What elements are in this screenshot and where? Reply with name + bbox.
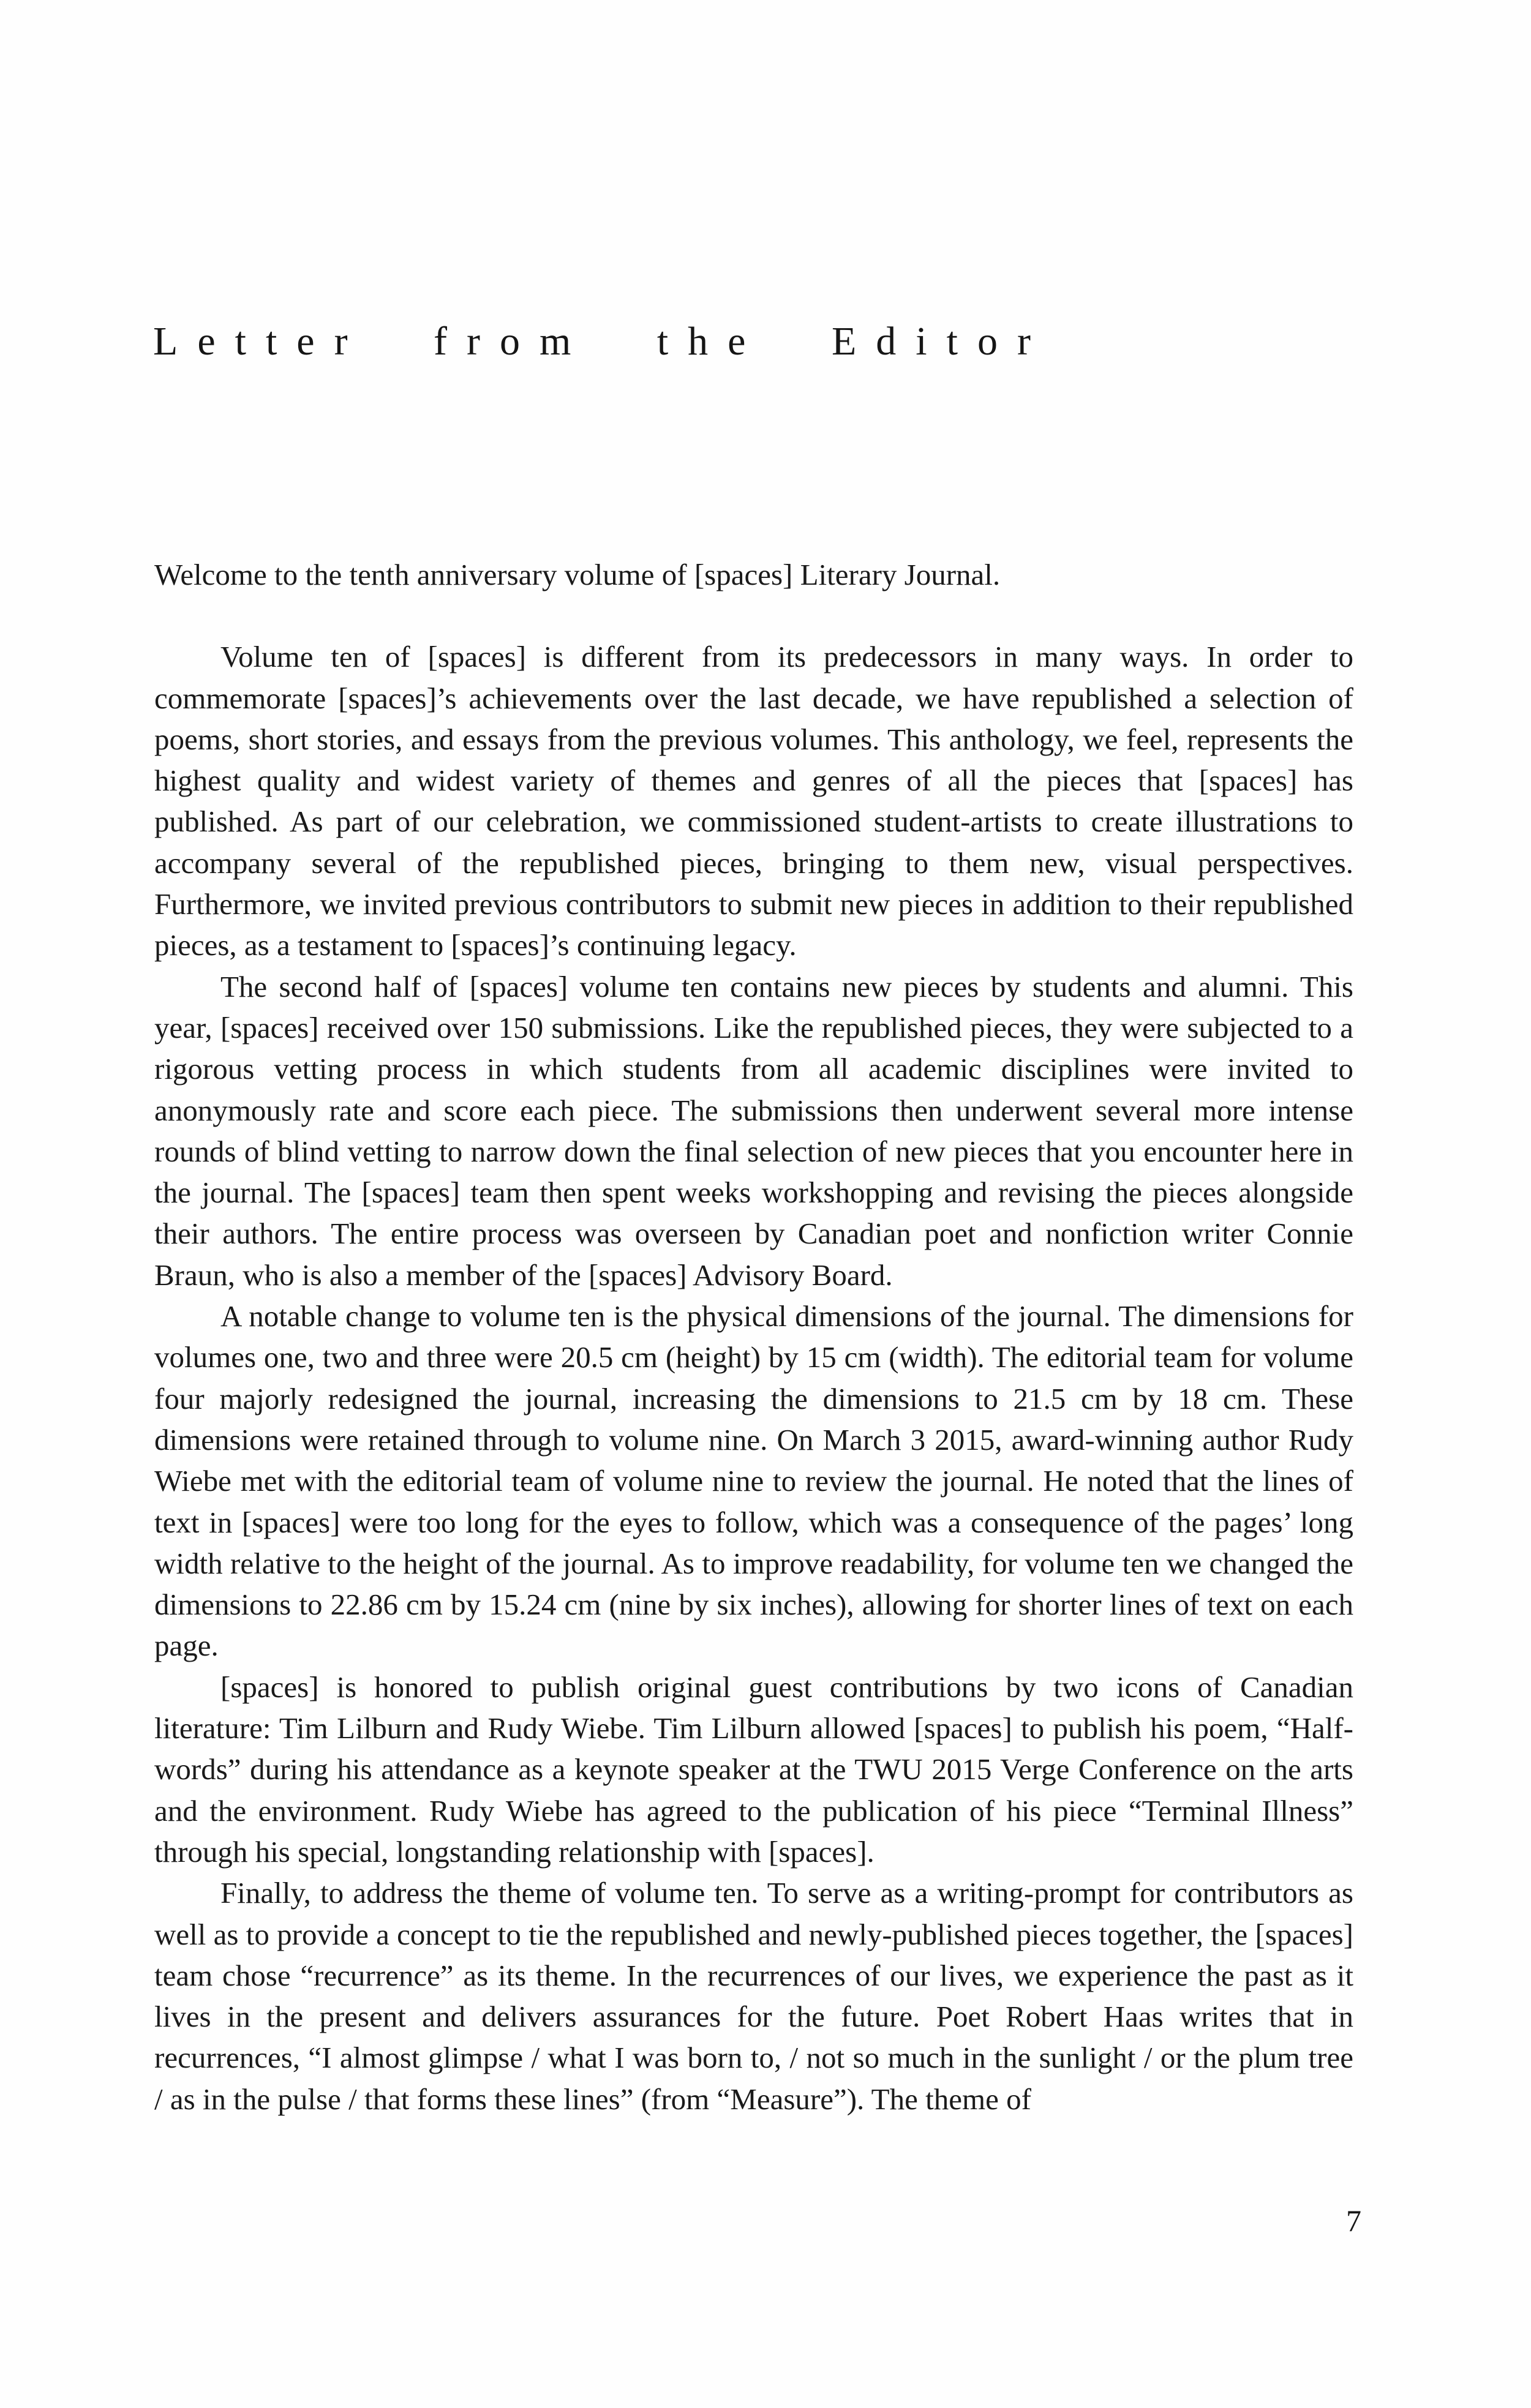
paragraph-welcome: Welcome to the tenth anniversary volume of [spaces] Literary Journal.: [154, 558, 1001, 591]
letter-body: [154, 554, 1353, 2120]
paragraph-second-half: The second half of [spaces] volume ten contains new pieces by students and alumni. This year, [spaces] received over 150 submissions. Like the republished pieces, they were subjected to a rigorous vetting process in which students from all academic disciplines were invited to anonymously rate and score each piece. The submissions then underwent several more intense rounds of blind vetting to narrow down the final selection of new pieces that you encounter here in the journal. The [spaces] team then spent weeks workshopping and revising the pieces alongside their authors. The entire process was overseen by Canadian poet and nonfiction writer Connie Braun, who is also a member of the [spaces] Advisory Board.: [154, 969, 1353, 1292]
paragraph-theme: Finally, to address the theme of volume ten. To serve as a writing-prompt for contributors as well as to provide a concept to tie the republished and newly-published pieces together, the [spaces] team chose “recurrence” as its theme. In the recurrences of our lives, we experience the past as it lives in the present and delivers assurances for the future. Poet Robert Haas writes that in recurrences, “I almost glimpse / what I was born to, / not so much in the sunlight / or the plum tree / as in the pulse / that forms these lines” (from “Measure”). The theme of: [154, 1876, 1353, 2116]
paragraph-dimensions: A notable change to volume ten is the physical dimensions of the journal. The dimensions for volumes one, two and three were 20.5 cm (height) by 15 cm (width). The editorial team for volume four majorly redesigned the journal, increasing the dimensions to 21.5 cm by 18 cm. These dimensions were retained through to volume nine. On March 3 2015, award-winning author Rudy Wiebe met with the editorial team of volume nine to review the journal. He noted that the lines of text in [spaces] were too long for the eyes to follow, which was a consequence of the pages’ long width relative to the height of the journal. As to improve readability, for volume ten we changed the dimensions to 22.86 cm by 15.24 cm (nine by six inches), allowing for shorter lines of text on each page.: [154, 1299, 1353, 1663]
paragraph-volume-ten: Volume ten of [spaces] is different from its predecessors in many ways. In order to commemorate [spaces]’s achievements over the last decade, we have republished a selection of poems, short stories, and essays from the previous volumes. This anthology, we feel, represents the highest quality and widest variety of themes and genres of all the pieces that [spaces] has published. As part of our celebration, we commissioned student-artists to create illustrations to accompany several of the republished pieces, bringing to them new, visual perspectives. Furthermore, we invited previous contributors to submit new pieces in addition to their republished pieces, as a testament to [spaces]’s continuing legacy.: [154, 640, 1353, 962]
paragraph-guest-contributions: [spaces] is honored to publish original guest contributions by two icons of Canadian literature: Tim Lilburn and Rudy Wiebe. Tim Lilburn allowed [spaces] to publish his poem, “Half-words” during his attendance as a keynote speaker at the TWU 2015 Verge Conference on the arts and the environment. Rudy Wiebe has agreed to the publication of his piece “Terminal Illness” through his special, longstanding relationship with [spaces].: [154, 1670, 1353, 1869]
page-title: Letter from the Editor: [153, 319, 1050, 364]
page-number: 7: [1346, 2204, 1361, 2238]
